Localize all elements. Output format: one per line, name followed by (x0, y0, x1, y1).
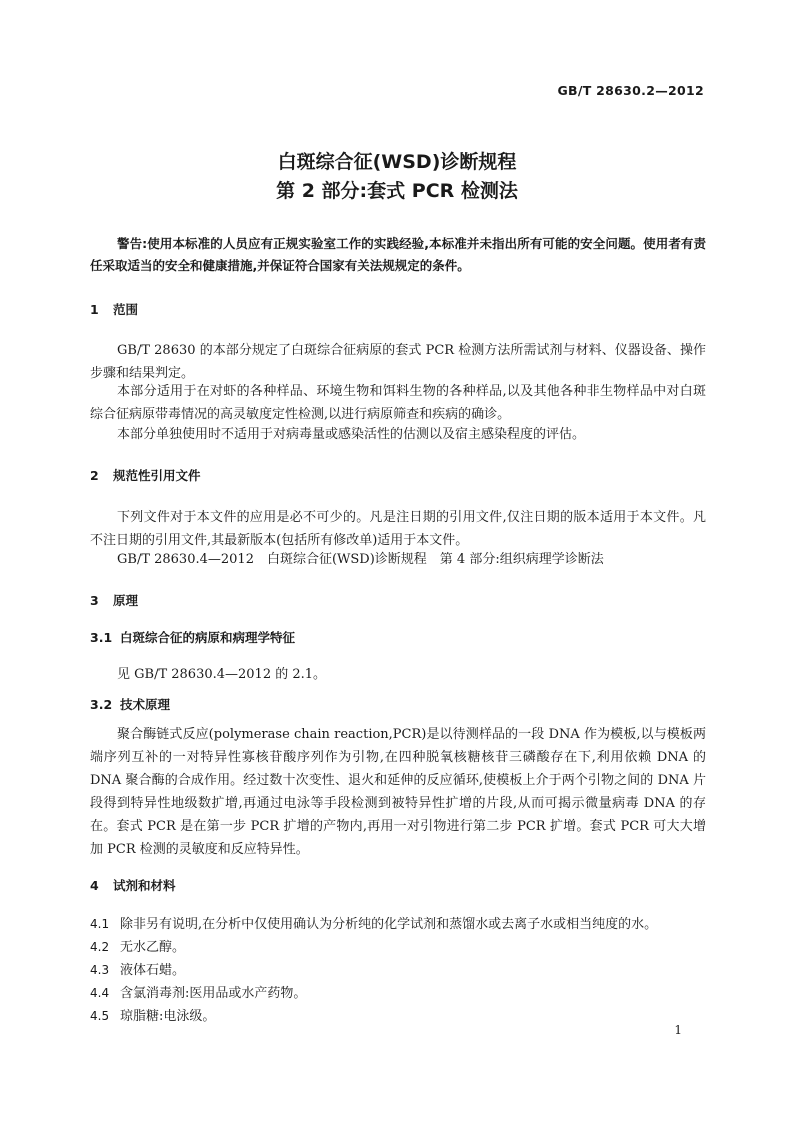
section-number: 3.2 (90, 697, 113, 712)
list-item (90, 913, 706, 936)
warning-notice: 警告:使用本标准的人员应有正规实验室工作的实践经验,本标准并未指出所有可能的安全问题。使用者有责任采取适当的安全和健康措施,并保证符合国家有关法规规定的条件。 (90, 236, 706, 273)
section-3-heading (90, 591, 138, 611)
section-1-heading (90, 300, 138, 320)
item-text: 含氯消毒剂:医用品或水产药物。 (120, 986, 307, 1001)
section-3-2-heading (90, 695, 170, 715)
standard-code: GB/T 28630.2—2012 (557, 83, 704, 98)
section-number: 3 (90, 593, 99, 608)
section-4-heading (90, 876, 176, 896)
section-title: 白斑综合征的病原和病理学特征 (120, 630, 296, 645)
document-subtitle: 第 2 部分:套式 PCR 检测法 (276, 180, 518, 202)
list-item (90, 936, 706, 959)
item-number: 4.2 (90, 940, 110, 954)
section-2-reference: GB/T 28630.4—2012 白斑综合征(WSD)诊断规程 第 4 部分:组织病理学诊断法 (117, 552, 604, 567)
section-number: 3.1 (90, 630, 113, 645)
item-number: 4.3 (90, 963, 110, 977)
section-2-heading (90, 466, 201, 486)
section-title: 技术原理 (120, 697, 171, 712)
item-number: 4.1 (90, 917, 110, 931)
page-number: 1 (674, 1023, 682, 1037)
section-2-paragraph-1: 下列文件对于本文件的应用是必不可少的。凡是注日期的引用文件,仅注日期的版本适用于本文件。凡不注日期的引用文件,其最新版本(包括所有修改单)适用于本文件。 (90, 510, 706, 548)
section-1-paragraph-1: GB/T 28630 的本部分规定了白斑综合征病原的套式 PCR 检测方法所需试剂与材料、仪器设备、操作步骤和结果判定。 (90, 343, 706, 381)
section-title: 试剂和材料 (113, 878, 176, 893)
item-text: 除非另有说明,在分析中仅使用确认为分析纯的化学试剂和蒸馏水或去离子水或相当纯度的水。 (120, 917, 658, 932)
document-title: 白斑综合征(WSD)诊断规程 (277, 151, 517, 173)
section-title: 原理 (113, 593, 139, 608)
item-text: 琼脂糖:电泳级。 (120, 1009, 216, 1024)
list-item (90, 959, 706, 982)
section-title: 范围 (113, 302, 139, 317)
item-number: 4.5 (90, 1009, 110, 1023)
section-1-paragraph-2: 本部分适用于在对虾的各种样品、环境生物和饵料生物的各种样品,以及其他各种非生物样品中对白斑综合征病原带毒情况的高灵敏度定性检测,以进行病原筛查和疾病的确诊。 (90, 384, 706, 422)
list-item (90, 1005, 706, 1028)
section-3-1-paragraph: 见 GB/T 28630.4—2012 的 2.1。 (117, 667, 327, 682)
item-number: 4.4 (90, 986, 110, 1000)
item-text: 无水乙醇。 (120, 940, 186, 955)
section-number: 4 (90, 878, 99, 893)
section-number: 1 (90, 302, 99, 317)
list-item (90, 982, 706, 1005)
section-3-1-heading (90, 628, 295, 648)
item-text: 液体石蜡。 (120, 963, 186, 978)
section-title: 规范性引用文件 (113, 468, 201, 483)
section-1-paragraph-3: 本部分单独使用时不适用于对病毒量或感染活性的估测以及宿主感染程度的评估。 (117, 427, 586, 442)
section-number: 2 (90, 468, 99, 483)
section-3-2-paragraph: 聚合酶链式反应(polymerase chain reaction,PCR)是以待测样品的一段 DNA 作为模板,以与模板两端序列互补的一对特异性寡核苷酸序列作为引物,在四种脱氧核糖核苷三磷酸存在下,利用依赖 DNA 的 DNA 聚合酶的合成作用。经过数十次变性、退火和延伸的反应循环,使模板上介于两个引物之间的 DNA 片段得到特异性地级数扩增,再通过电泳等手段检测到被特异性扩增的片段,从而可揭示微量病毒 DNA 的存在。套式 PCR 是在第一步 PCR 扩增的产物内,再用一对引物进行第二步 PCR 扩增。套式 PCR 可大大增加 PCR 检测的灵敏度和反应特异性。 (90, 727, 706, 857)
